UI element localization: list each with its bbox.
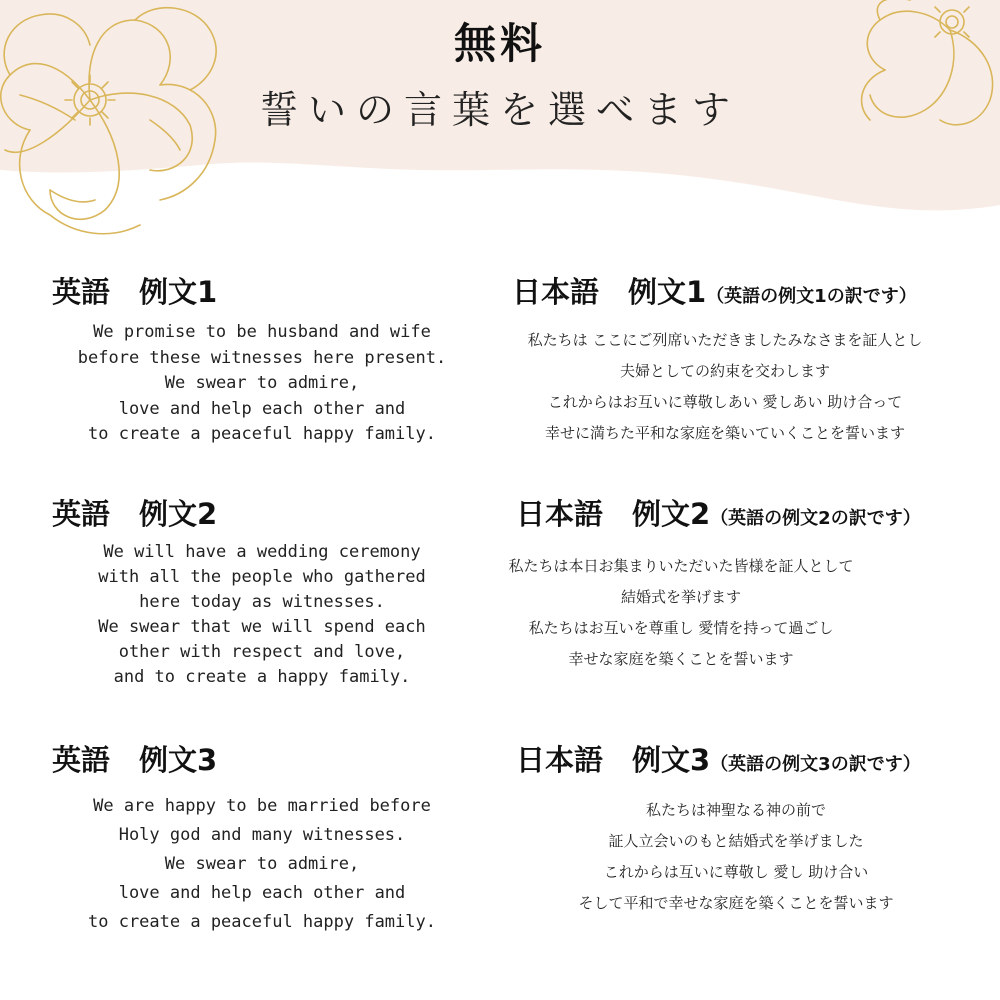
english-line: Holy god and many witnesses. xyxy=(118,825,406,845)
japanese-example-3 xyxy=(516,740,971,919)
japanese-line: 私たちは本日お集まりいただいた皆様を証人として xyxy=(508,557,854,575)
japanese-example-title-text: 日本語 例文1 xyxy=(512,275,707,309)
japanese-line: 私たちは ここにご列席いただきましたみなさまを証人とし xyxy=(527,331,923,349)
japanese-line: これからは互いに尊敬し 愛し 助け合い xyxy=(603,863,869,881)
english-example-body xyxy=(42,320,482,448)
japanese-line: そして平和で幸せな家庭を築くことを誓います xyxy=(578,894,894,912)
english-line: here today as witnesses. xyxy=(139,592,385,612)
header xyxy=(0,14,1000,138)
english-line: love and help each other and xyxy=(118,883,406,903)
english-line: other with respect and love, xyxy=(118,642,406,662)
japanese-example-title xyxy=(512,272,960,317)
english-example-body xyxy=(42,540,482,690)
japanese-line: 結婚式を挙げます xyxy=(620,588,741,606)
japanese-example-note: （英語の例文1の訳です） xyxy=(706,286,917,307)
japanese-example-title-text: 日本語 例文2 xyxy=(516,497,711,531)
english-example-body xyxy=(42,792,482,937)
japanese-line: これからはお互いに尊敬しあい 愛しあい 助け合って xyxy=(547,393,903,411)
english-example-title: 英語 例文2 xyxy=(52,497,218,531)
english-line: love and help each other and xyxy=(118,398,406,419)
english-line: with all the people who gathered xyxy=(98,567,426,587)
japanese-example-1 xyxy=(512,272,960,449)
english-line: to create a peaceful happy family. xyxy=(88,424,436,444)
japanese-line: 私たちはお互いを尊重し 愛情を持って過ごし xyxy=(528,619,834,637)
japanese-example-note: （英語の例文3の訳です） xyxy=(710,754,921,775)
english-line: We swear to admire, xyxy=(164,854,360,874)
english-line: to create a peaceful happy family. xyxy=(88,912,436,932)
japanese-example-body xyxy=(446,551,916,675)
japanese-example-2 xyxy=(508,494,921,675)
japanese-line: 幸せな家庭を築くことを誓います xyxy=(568,650,794,668)
english-example-2 xyxy=(52,494,482,690)
japanese-example-note: （英語の例文2の訳です） xyxy=(710,508,921,529)
english-line: before these witnesses here present. xyxy=(77,347,447,368)
english-line: We are happy to be married before xyxy=(93,796,431,816)
english-example-3 xyxy=(52,740,482,937)
english-line: We swear to admire, xyxy=(164,373,360,393)
english-line: We promise to be husband and wife xyxy=(93,322,431,342)
english-line: and to create a happy family. xyxy=(113,667,411,687)
japanese-example-body xyxy=(490,325,960,449)
japanese-example-body xyxy=(501,795,971,919)
japanese-example-title xyxy=(516,494,921,539)
japanese-line: 幸せに満ちた平和な家庭を築いていくことを誓います xyxy=(544,424,905,442)
japanese-line: 夫婦としての約束を交わします xyxy=(619,362,830,380)
english-line: We swear that we will spend each xyxy=(98,617,426,637)
japanese-line: 証人立会いのもと結婚式を挙げました xyxy=(608,832,864,850)
english-example-1 xyxy=(52,272,482,448)
japanese-example-title-text: 日本語 例文3 xyxy=(516,743,711,777)
japanese-line: 私たちは神聖なる神の前で xyxy=(645,801,826,819)
japanese-example-title xyxy=(516,740,971,785)
page-subtitle: 誓いの言葉を選べます xyxy=(259,88,740,132)
english-example-title: 英語 例文3 xyxy=(52,743,218,777)
english-line: We will have a wedding ceremony xyxy=(103,542,421,562)
english-example-title: 英語 例文1 xyxy=(52,275,218,309)
free-badge: 無料 xyxy=(453,19,546,68)
